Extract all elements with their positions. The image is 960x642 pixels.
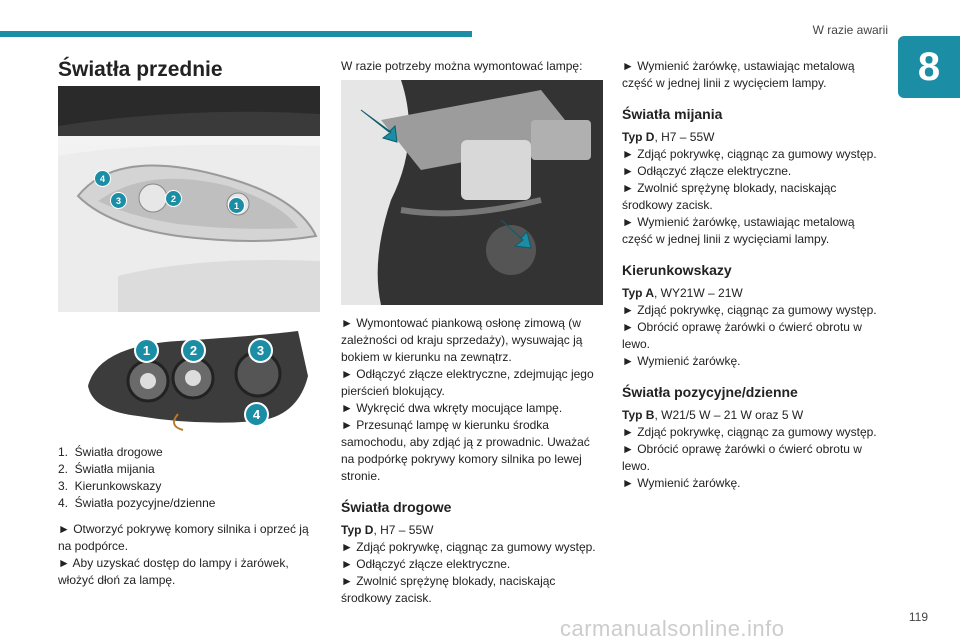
instruction-step: ► Zdjąć pokrywkę, ciągnąc za gumowy występ. xyxy=(622,303,877,317)
instruction-step: ► Zdjąć pokrywkę, ciągnąc za gumowy występ. xyxy=(622,147,877,161)
heading-pozycyjne: Światła pozycyjne/dzienne xyxy=(622,384,798,400)
callout-badge: 1 xyxy=(134,338,159,363)
callout-badge: 2 xyxy=(181,338,206,363)
column-2 xyxy=(341,58,603,75)
car-front-photo xyxy=(58,86,320,312)
bulb-type-value: , H7 – 55W xyxy=(654,130,715,144)
instruction-step: ► Wykręcić dwa wkręty mocujące lampę. xyxy=(341,401,563,415)
legend-list xyxy=(58,444,320,512)
bulb-type-label: Typ A xyxy=(622,286,654,300)
instruction-step: ► Zwolnić sprężynę blokady, naciskając środkowy zacisk. xyxy=(622,181,837,212)
bulb-type-label: Typ D xyxy=(341,523,374,537)
legend-item: 2. Światła mijania xyxy=(58,462,155,476)
bulb-type xyxy=(622,407,884,424)
instruction-step: ► Wymienić żarówkę. xyxy=(622,354,741,368)
heading-drogowe: Światła drogowe xyxy=(341,499,452,515)
instruction-step: ► Zwolnić sprężynę blokady, naciskając środkowy zacisk. xyxy=(341,574,556,605)
bulb-type-label: Typ B xyxy=(622,408,655,422)
instruction-step: ► Odłączyć złącze elektryczne. xyxy=(622,164,792,178)
column-1 xyxy=(58,58,320,82)
intro-text: W razie potrzeby można wymontować lampę: xyxy=(341,59,583,73)
callout-badge: 3 xyxy=(110,192,127,209)
instruction-step: ► Wymontować piankową osłonę zimową (w zależności od kraju sprzedaży), wysuwając ją bokiem w kierunku na zewnątrz. xyxy=(341,316,583,364)
instruction-step: ► Odłączyć złącze elektryczne, zdejmując jego pierścień blokujący. xyxy=(341,367,594,398)
instruction-step: ► Wymienić żarówkę, ustawiając metalową część w jednej linii z wycięciami lampy. xyxy=(622,215,855,246)
instruction-step: ► Otworzyć pokrywę komory silnika i oprzeć ją na podpórce. xyxy=(58,522,309,553)
legend-and-steps xyxy=(58,444,320,589)
bulb-type-value: , H7 – 55W xyxy=(373,523,434,537)
instruction-step: ► Odłączyć złącze elektryczne. xyxy=(341,557,511,571)
section-title: W razie awarii xyxy=(812,23,888,37)
heading-kierunkowskazy: Kierunkowskazy xyxy=(622,262,732,278)
bulb-type xyxy=(341,522,603,539)
callout-badge: 4 xyxy=(94,170,111,187)
instruction-step: ► Obrócić oprawę żarówki o ćwierć obrotu w lewo. xyxy=(622,320,862,351)
instruction-step: ► Zdjąć pokrywkę, ciągnąc za gumowy występ. xyxy=(341,540,596,554)
callout-badge: 1 xyxy=(228,197,245,214)
headlight-unit-photo xyxy=(58,326,320,436)
callout-badge: 4 xyxy=(244,402,269,427)
instruction-step: ► Zdjąć pokrywkę, ciągnąc za gumowy występ. xyxy=(622,425,877,439)
instruction-step: ► Przesunąć lampę w kierunku środka samochodu, aby zdjąć ją z prowadnic. Uważać na podpórkę pokrywy komory silnika po lewej stronie. xyxy=(341,418,590,483)
column-3 xyxy=(622,58,884,492)
legend-item: 1. Światła drogowe xyxy=(58,445,163,459)
page-number: 119 xyxy=(908,610,928,624)
chapter-number: 8 xyxy=(898,36,960,98)
bulb-type-value: , WY21W – 21W xyxy=(654,286,743,300)
watermark: carmanualsonline.info xyxy=(560,616,785,641)
callout-badge: 2 xyxy=(165,190,182,207)
bulb-type-label: Typ D xyxy=(622,130,655,144)
header-bar xyxy=(0,31,472,37)
page-title: Światła przednie xyxy=(58,58,223,81)
legend-item: 3. Kierunkowskazy xyxy=(58,479,162,493)
instruction-step: ► Wymienić żarówkę. xyxy=(622,476,741,490)
callout-badge: 3 xyxy=(248,338,273,363)
bulb-type xyxy=(622,285,884,302)
heading-mijania: Światła mijania xyxy=(622,106,723,122)
engine-bay-photo xyxy=(341,80,603,305)
instruction-step: ► Aby uzyskać dostęp do lampy i żarówek, włożyć dłoń za lampę. xyxy=(58,556,289,587)
legend-item: 4. Światła pozycyjne/dzienne xyxy=(58,496,216,510)
instruction-step: ► Obrócić oprawę żarówki o ćwierć obrotu w lewo. xyxy=(622,442,862,473)
instruction-step: ► Wymienić żarówkę, ustawiając metalową część w jednej linii z wycięciem lampy. xyxy=(622,59,855,90)
removal-steps xyxy=(341,315,603,607)
bulb-type-value: , W21/5 W – 21 W oraz 5 W xyxy=(654,408,804,422)
bulb-type xyxy=(622,129,884,146)
